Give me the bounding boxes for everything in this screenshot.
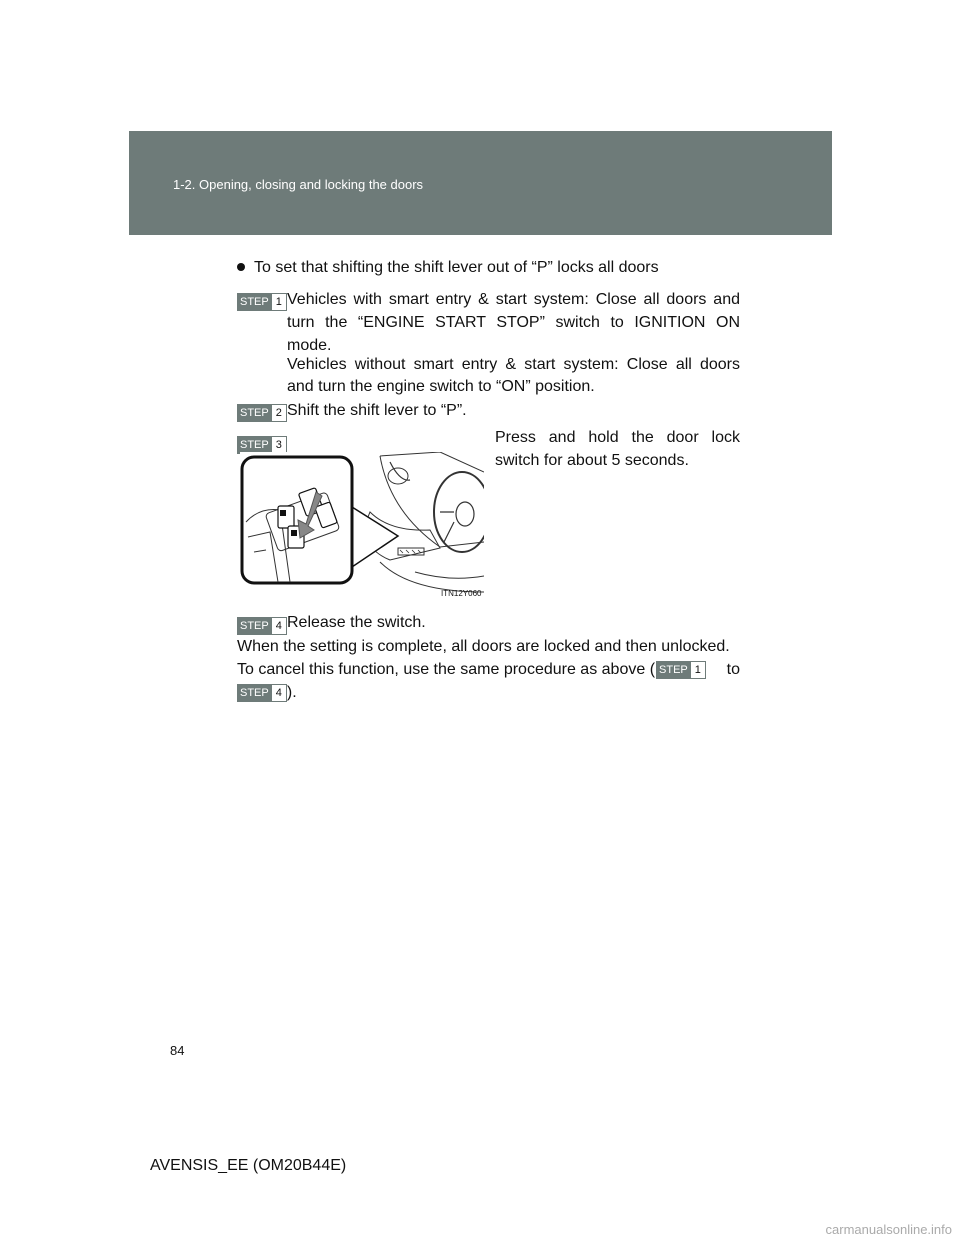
step-4-badge (237, 615, 287, 637)
intro-bullet-text: To set that shifting the shift lever out of “P” locks all doors (254, 259, 659, 276)
note-cancel-to: to (726, 661, 740, 678)
note-complete: When the setting is complete, all doors are locked and then unlocked. (237, 638, 730, 655)
step-3-line-1: Press and hold the door lock (495, 429, 740, 446)
step-1-line-3: mode. (287, 337, 332, 354)
intro-bullet (237, 257, 740, 279)
step-2-badge (237, 402, 287, 424)
bullet-icon (237, 263, 245, 271)
door-lock-switch-illustration (240, 452, 484, 600)
step-4-line-1: Release the switch. (287, 614, 426, 631)
watermark: carmanualsonline.info (825, 1222, 952, 1237)
step-label: STEP (238, 294, 272, 310)
step-1-line-4: Vehicles without smart entry & start system: Close all doors (287, 356, 740, 373)
step-number: 3 (272, 437, 286, 453)
note-cancel (237, 659, 740, 681)
step-1-line-1: Vehicles with smart entry & start system: Close all doors and (287, 291, 740, 308)
step-label: STEP (238, 405, 272, 421)
step-number: 2 (272, 405, 286, 421)
page-number: 84 (170, 1043, 185, 1058)
step-number: 4 (272, 618, 286, 634)
note-cancel-text: To cancel this function, use the same procedure as above ( (237, 661, 656, 678)
illustration-code: ITN12Y060 (441, 589, 482, 598)
manual-code: AVENSIS_EE (OM20B44E) (150, 1157, 347, 1174)
note-cancel-end (237, 682, 297, 704)
step-number: 1 (691, 662, 705, 678)
step-1-line-5: and turn the engine switch to “ON” position. (287, 378, 595, 395)
step-label: STEP (657, 662, 691, 678)
step-3-line-2: switch for about 5 seconds. (495, 452, 689, 469)
car-interior-image (240, 452, 484, 600)
step-number: 1 (272, 294, 286, 310)
inline-step-1-badge (656, 661, 706, 679)
note-cancel-close: ). (286, 684, 297, 701)
step-1-badge (237, 291, 287, 313)
step-2-line-1: Shift the shift lever to “P”. (287, 402, 467, 419)
step-label: STEP (238, 437, 272, 453)
step-label: STEP (238, 618, 272, 634)
step-1-line-2: turn the “ENGINE START STOP” switch to IGNITION ON (287, 314, 740, 331)
inline-step-4-badge (237, 684, 287, 702)
step-number: 4 (272, 685, 286, 701)
step-label: STEP (238, 685, 272, 701)
section-title: 1-2. Opening, closing and locking the doors (173, 177, 424, 192)
